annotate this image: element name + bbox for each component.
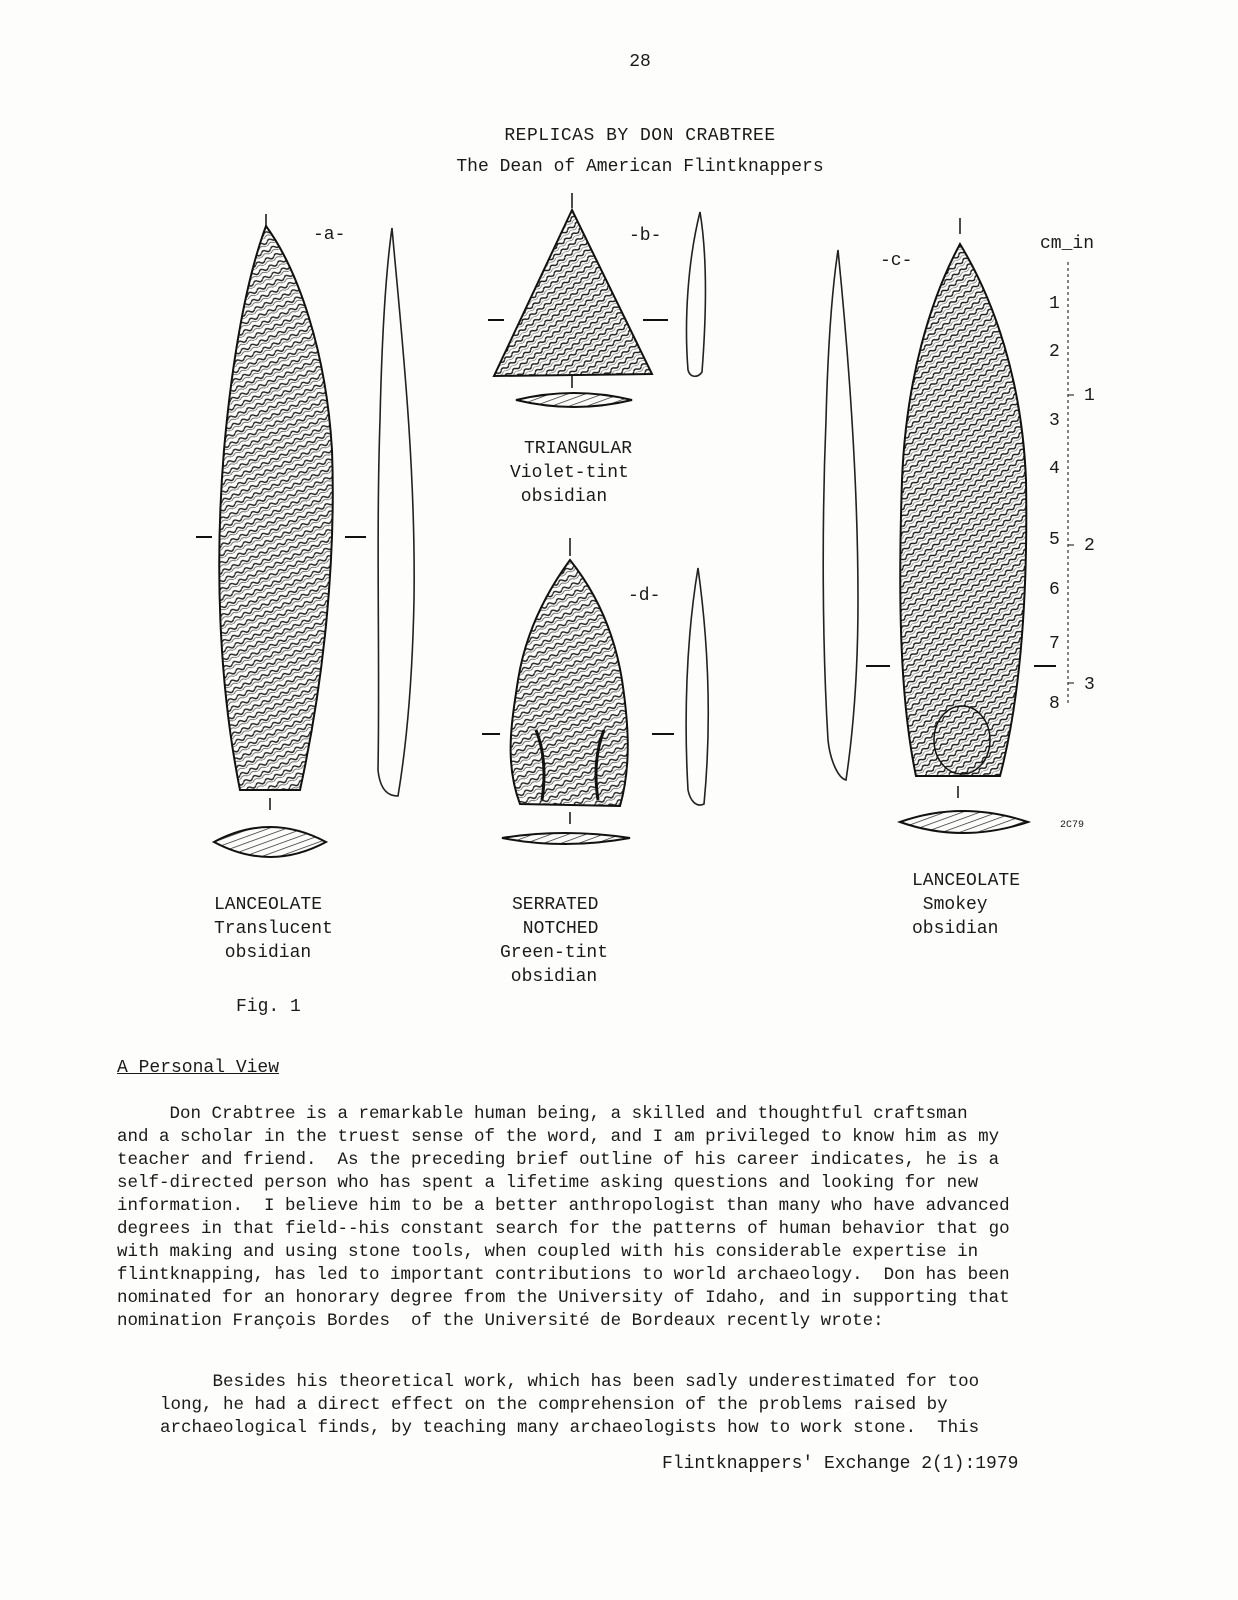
- point-c-marker: -c-: [880, 251, 913, 271]
- scale-cm-2: 2: [1049, 342, 1060, 362]
- point-d-face-drawing: [482, 538, 674, 824]
- scale-cm-7: 7: [1049, 634, 1060, 654]
- scale-cm-6: 6: [1049, 580, 1060, 600]
- caption-c: [912, 869, 1020, 941]
- paragraph-line: self-directed person who has spent a lifetime asking questions and looking for new: [117, 1173, 979, 1193]
- scale-cm-3: 3: [1049, 411, 1060, 431]
- paragraph-line: nomination François Bordes of the Université de Bordeaux recently wrote:: [117, 1311, 884, 1331]
- quote-line: long, he had a direct effect on the comprehension of the problems raised by: [160, 1395, 948, 1415]
- point-b-face-drawing: [488, 193, 668, 388]
- scale-bar: [1068, 262, 1074, 704]
- scale-cm-8: 8: [1049, 694, 1060, 714]
- scale-cm-1: 1: [1049, 294, 1060, 314]
- paragraph-line: nominated for an honorary degree from the University of Idaho, and in supporting that: [117, 1288, 1010, 1308]
- point-b-profile-drawing: [687, 212, 706, 376]
- point-a-profile-drawing: [378, 228, 414, 796]
- caption-d-line-4: obsidian: [500, 967, 598, 987]
- scale-in-1: 1: [1084, 386, 1095, 406]
- caption-a-line-3: obsidian: [214, 943, 312, 963]
- point-a-face-drawing: [196, 214, 366, 810]
- paragraph-line: teacher and friend. As the preceding brief outline of his career indicates, he is a: [117, 1150, 1000, 1170]
- paragraph-line: and a scholar in the truest sense of the word, and I am privileged to know him as my: [117, 1127, 1000, 1147]
- point-d-cross-section: [502, 833, 630, 844]
- caption-b: [510, 437, 632, 509]
- caption-d: [500, 893, 608, 989]
- caption-a-line-1: LANCEOLATE: [214, 895, 323, 915]
- scale-cm-4: 4: [1049, 459, 1060, 479]
- caption-c-line-2: Smokey: [912, 895, 988, 915]
- paragraph-line: degrees in that field--his constant search for the patterns of human behavior that go: [117, 1219, 1010, 1239]
- point-c-cross-section: [900, 811, 1028, 833]
- point-c-face-drawing: [866, 218, 1056, 798]
- point-a-marker: -a-: [313, 225, 346, 245]
- body-paragraph: [117, 1103, 1137, 1333]
- paragraph-line: with making and using stone tools, when coupled with his considerable expertise in: [117, 1242, 979, 1262]
- block-quote: [160, 1371, 1120, 1440]
- page-title: REPLICAS BY DON CRABTREE: [504, 126, 776, 146]
- scale-in-2: 2: [1084, 536, 1095, 556]
- caption-c-line-1: LANCEOLATE: [912, 871, 1021, 891]
- caption-a: [214, 893, 333, 965]
- caption-d-line-1: SERRATED: [512, 895, 599, 915]
- caption-b-line-3: obsidian: [510, 487, 608, 507]
- caption-d-line-3: Green-tint: [500, 943, 609, 963]
- scale-in-3: 3: [1084, 675, 1095, 695]
- caption-c-line-3: obsidian: [912, 919, 999, 939]
- citation: Flintknappers' Exchange 2(1):1979: [662, 1454, 1019, 1474]
- quote-line: Besides his theoretical work, which has been sadly underestimated for too: [160, 1372, 980, 1392]
- point-d-marker: -d-: [628, 586, 661, 606]
- scale-cm-5: 5: [1049, 530, 1060, 550]
- paragraph-line: flintknapping, has led to important contributions to world archaeology. Don has been: [117, 1265, 1010, 1285]
- point-d-profile-drawing: [686, 568, 708, 805]
- point-c-profile-drawing: [823, 250, 858, 780]
- point-b-cross-section: [516, 393, 632, 407]
- catalog-mark: 2C79: [1060, 820, 1085, 831]
- caption-b-line-2: Violet-tint: [510, 463, 629, 483]
- point-a-cross-section: [214, 827, 326, 857]
- figure-label: Fig. 1: [236, 997, 301, 1017]
- section-heading: A Personal View: [117, 1058, 280, 1078]
- paragraph-line: Don Crabtree is a remarkable human being, a skilled and thoughtful craftsman: [117, 1104, 968, 1124]
- page-number: 28: [629, 52, 651, 72]
- paragraph-line: information. I believe him to be a better anthropologist than many who have advanced: [117, 1196, 1010, 1216]
- quote-line: archaeological finds, by teaching many archaeologists how to work stone. This: [160, 1418, 980, 1438]
- caption-d-line-2: NOTCHED: [512, 919, 599, 939]
- page-subtitle: The Dean of American Flintknappers: [456, 157, 824, 177]
- scale-header: cm_in: [1040, 234, 1095, 254]
- caption-b-line-1: TRIANGULAR: [524, 439, 633, 459]
- point-b-marker: -b-: [629, 226, 662, 246]
- caption-a-line-2: Translucent: [214, 919, 333, 939]
